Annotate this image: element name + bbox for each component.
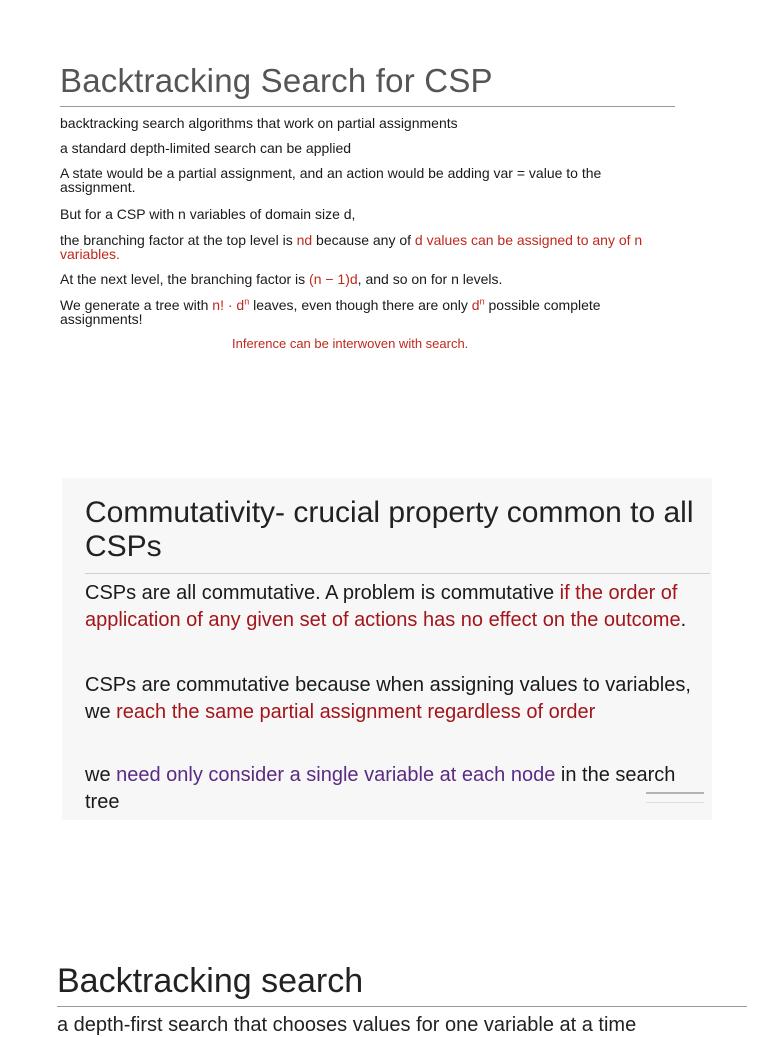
text-run: in the search tree — [85, 764, 676, 813]
bullet-line — [60, 272, 675, 286]
slide-title: Backtracking search — [57, 962, 364, 1000]
bullet-line: A state would be a partial assignment, and an action would be adding var = value to the assignment. — [60, 165, 602, 195]
title-divider — [60, 106, 675, 107]
highlight-text: d values can be assigned to any of n variables. — [60, 232, 643, 262]
text-run: the branching factor at the top level is — [60, 232, 297, 248]
superscript: n — [479, 296, 485, 307]
highlight-text: reach the same partial assignment regardless of order — [116, 701, 596, 723]
highlight-text: if the order of application of any given set of actions has no effect on the outcome — [85, 582, 681, 631]
text-run: leaves, even though there are only — [249, 297, 472, 313]
paragraph — [85, 672, 710, 726]
bullet-line — [60, 298, 675, 326]
slide-backtracking-search-for-csp — [0, 0, 768, 400]
bullet-line: backtracking search algorithms that work on partial assignments — [60, 115, 458, 131]
text-run: We generate a tree with — [60, 297, 213, 313]
title-divider — [57, 1006, 747, 1007]
slide-title: Commutativity- crucial property common to all CSPs — [85, 496, 694, 563]
bullet-line: a standard depth-limited search can be applied — [60, 140, 352, 156]
highlight-text: nd — [296, 232, 313, 248]
text-run: because any of — [312, 232, 415, 248]
bullet-line — [60, 233, 675, 261]
slide-backtracking-search — [0, 950, 768, 1036]
decorative-scribble — [646, 792, 704, 803]
bullet-line: But for a CSP with n variables of domain size d, — [60, 206, 356, 222]
highlight-text — [212, 297, 249, 313]
paragraph — [85, 762, 710, 816]
highlight-text — [472, 297, 485, 313]
superscript: n — [244, 296, 250, 307]
text-run: At the next level, the branching factor is — [60, 271, 310, 287]
text-run: we — [85, 764, 117, 786]
cut-off-line: a depth-first search that chooses values for one variable at a time — [57, 1014, 637, 1036]
highlight-text: (n − 1)d — [309, 271, 358, 287]
text-run: possible complete assignments! — [60, 297, 601, 327]
paragraph — [85, 580, 710, 634]
highlight-text: need only consider a single variable at each node — [116, 764, 556, 786]
slide-title: Backtracking Search for CSP — [60, 62, 493, 99]
formula: d — [471, 297, 480, 313]
text-run: CSPs are all commutative. A problem is commutative — [85, 582, 560, 604]
text-run: . — [680, 609, 687, 631]
slide-commutativity — [62, 478, 712, 820]
text-run: CSPs are commutative because when assigning values to variables, we — [85, 674, 691, 723]
text-run: , and so on for n levels. — [357, 271, 503, 287]
formula: n! · d — [212, 297, 245, 313]
inference-note: Inference can be interwoven with search. — [232, 336, 469, 351]
title-divider — [85, 573, 710, 574]
